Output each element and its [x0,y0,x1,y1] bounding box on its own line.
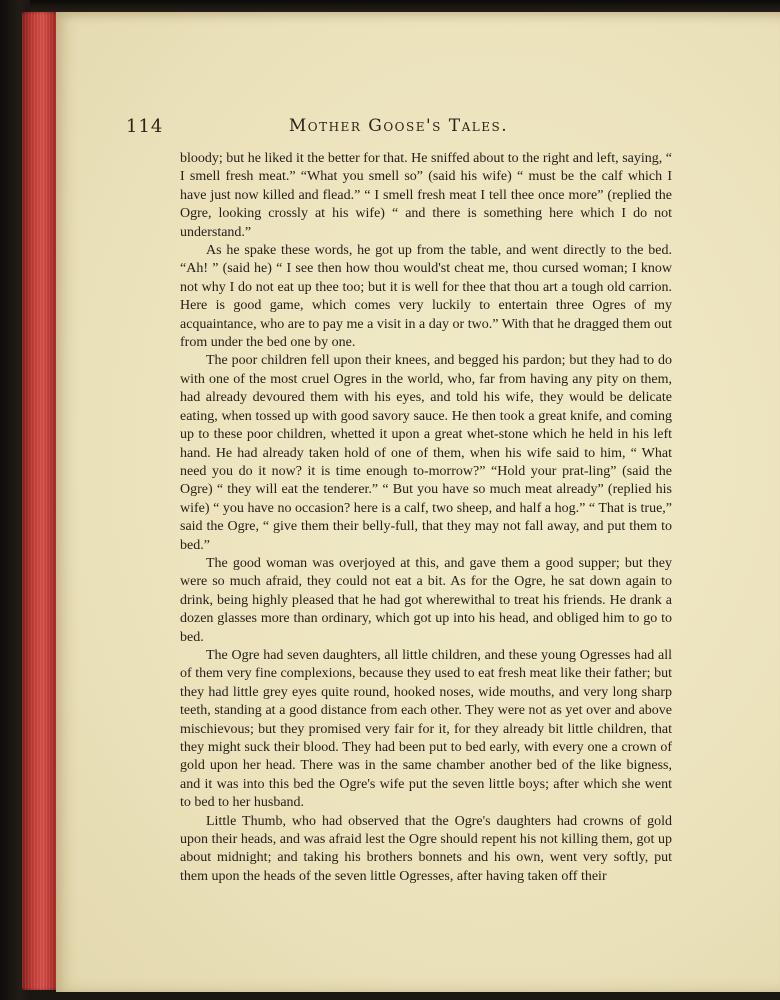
paragraph: As he spake these words, he got up from the table, and went directly to the bed. “Ah! ” (said he) “ I see then how thou would'st cheat me, thou cursed woman; I know not why I do not eat up thee too; but it is well for thee that thou art a tough old carrion. Here is good game, which comes very luckily to entertain three Ogres of my acquaintance, who are to pay me a visit in a day or two.” With that he dragged them out from under the bed one by one. [180,243,672,351]
page-header [126,116,671,142]
running-title: Mother Goose's Tales. [288,116,509,136]
body-text [180,150,672,886]
page-number: 114 [126,116,164,137]
paragraph: bloody; but he liked it the better for that. He sniffed about to the right and left, saying, “ I smell fresh meat.” “What you smell so” (said his wife) “ must be the calf which I have just now killed and flead.” “ I smell fresh meat I tell thee once more” (replied the Ogre, looking crossly at his wife) “ and there is something here which I do not understand.” [180,151,672,240]
paragraph: The Ogre had seven daughters, all little children, and these young Ogresses had all of them very fine complexions, because they used to eat fresh meat like their father; but they had little grey eyes quite round, hooked noses, wide mouths, and very long sharp teeth, standing at a good distance from each other. They were not as yet over and above mischievous; but they promised very fair for it, for they already bit little children, that they might suck their blood. They had been put to bed early, with every one a crown of gold upon her head. There was in the same chamber another bed of the like bigness, and it was into this bed the Ogre's wife put the seven little boys; after which she went to bed to her husband. [180,647,672,811]
red-page-edges [22,12,60,990]
paragraph: The good woman was overjoyed at this, and gave them a good supper; but they were so much afraid, they could not eat a bit. As for the Ogre, he sat down again to drink, being highly pleased that he had got wherewithal to treat his friends. He drank a dozen glasses more than ordinary, which got up into his head, and obliged him to go to bed. [180,555,672,645]
paragraph: Little Thumb, who had observed that the Ogre's daughters had crowns of gold upon their heads, and was afraid lest the Ogre should repent his not killing them, got up about midnight; and taking his brothers bonnets and his own, went very softly, put them upon the heads of the seven little Ogresses, after having taken off their [180,813,672,884]
paragraph: The poor children fell upon their knees, and begged his pardon; but they had to do with one of the most cruel Ogres in the world, who, far from having any pity on them, had already devoured them with his eyes, and told his wife, they would be delicate eating, when tossed up with good savory sauce. He then took a great knife, and coming up to these poor children, whetted it upon a great whet-stone which he held in his left hand. He had already taken hold of one of them, when his wife said to him, “ What need you do it now? it is time enough to-morrow?” “Hold your prat-ling” (said the Ogre) “ they will eat the tenderer.” “ But you have so much meat already” (replied his wife) “ you have no occasion? here is a calf, two sheep, and half a hog.” “ That is true,” said the Ogre, “ give them their belly-full, that they may not fall away, and put them to bed.” [180,353,672,553]
